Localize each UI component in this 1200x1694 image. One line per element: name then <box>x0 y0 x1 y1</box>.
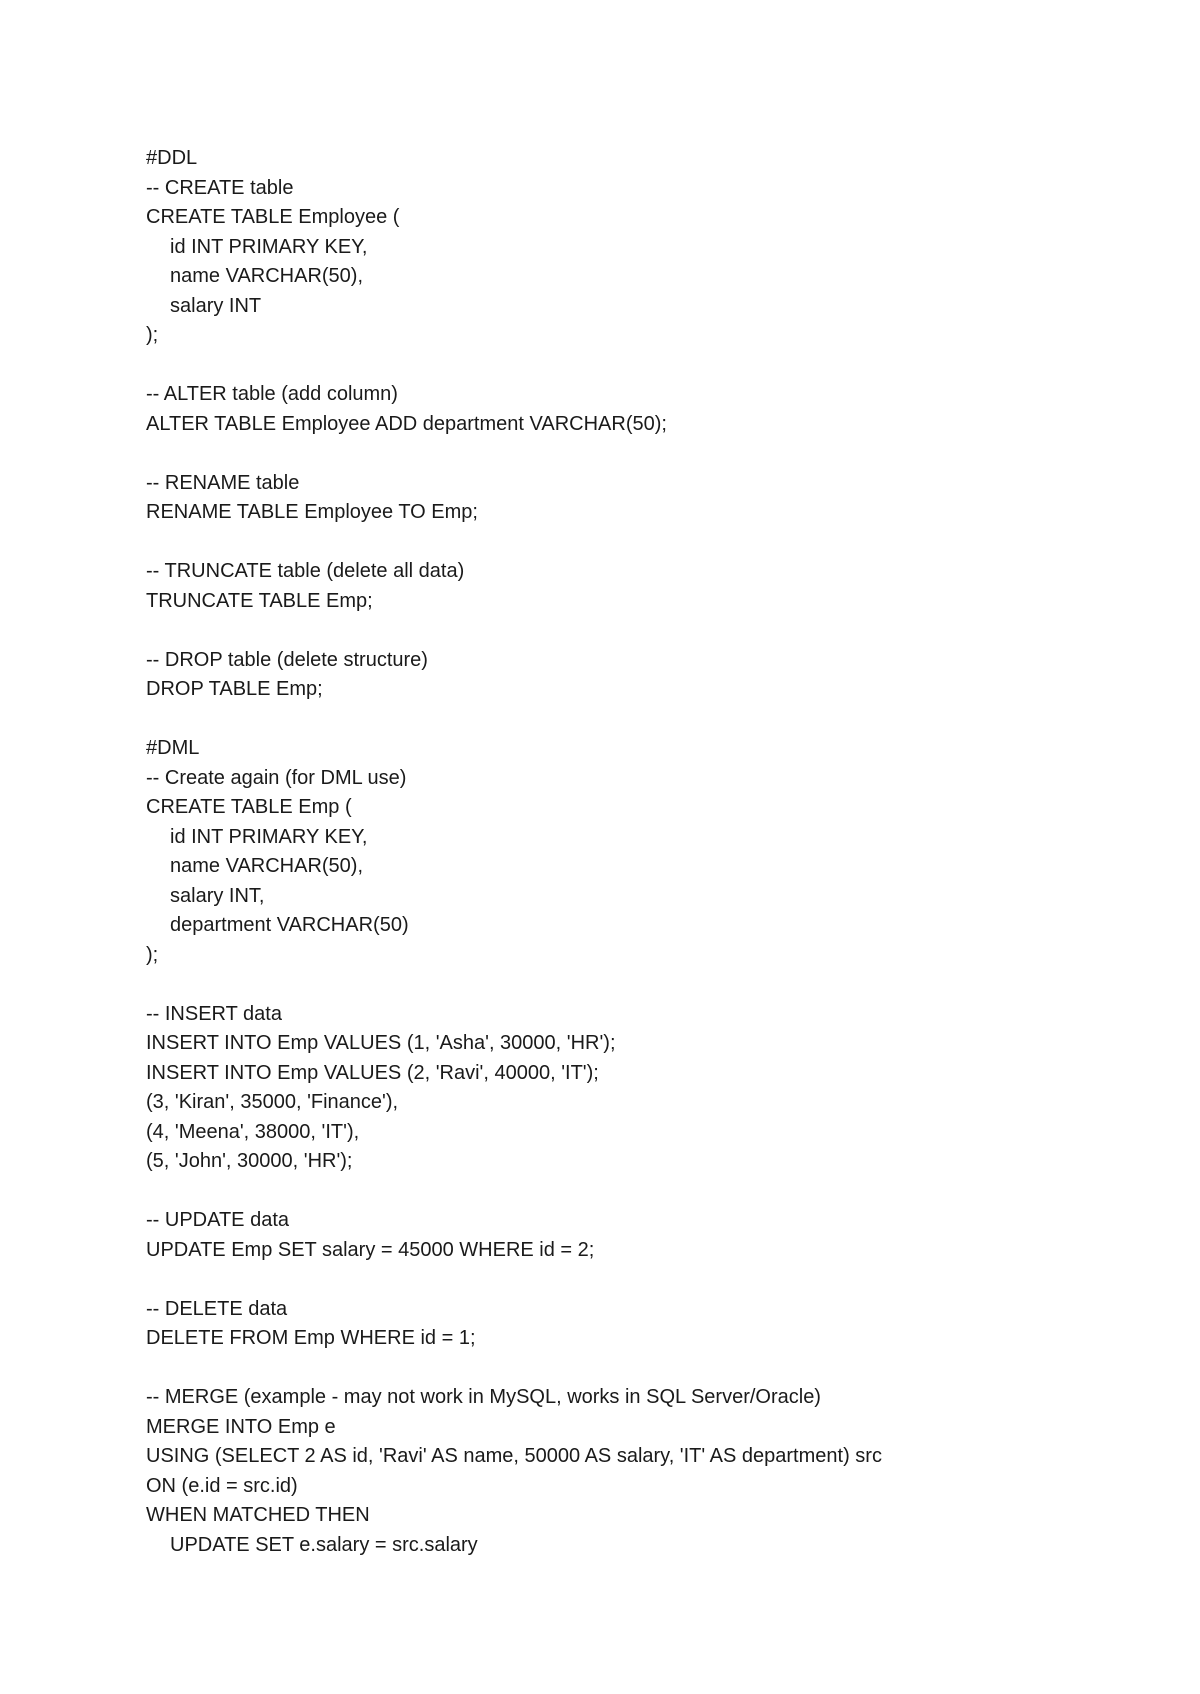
text-line: -- CREATE table <box>146 176 294 199</box>
text-line: id INT PRIMARY KEY, <box>170 235 368 258</box>
text-line: -- Create again (for DML use) <box>146 766 407 789</box>
text-line: (3, 'Kiran', 35000, 'Finance'), <box>146 1091 399 1113</box>
text-line: (5, 'John', 30000, 'HR'); <box>146 1150 353 1172</box>
text-line: UPDATE SET e.salary = src.salary <box>170 1533 478 1556</box>
text-line: RENAME TABLE Employee TO Emp; <box>146 501 478 523</box>
text-line: ON (e.id = src.id) <box>146 1474 298 1497</box>
text-line: salary INT <box>170 294 262 317</box>
text-line: department VARCHAR(50) <box>170 914 409 936</box>
text-line: -- RENAME table <box>146 471 300 494</box>
sql-code-text <box>146 144 1146 1560</box>
text-line: -- MERGE (example - may not work in MySQL, works in SQL Server/Oracle) <box>146 1386 821 1408</box>
text-line: salary INT, <box>170 884 265 907</box>
text-line: USING (SELECT 2 AS id, 'Ravi' AS name, 50000 AS salary, 'IT' AS department) src <box>146 1445 882 1467</box>
text-line: INSERT INTO Emp VALUES (1, 'Asha', 30000, 'HR'); <box>146 1032 616 1054</box>
text-line: -- DROP table (delete structure) <box>146 648 428 671</box>
blank-line <box>146 705 1146 735</box>
text-line: WHEN MATCHED THEN <box>146 1504 370 1526</box>
text-line: CREATE TABLE Employee ( <box>146 206 400 228</box>
blank-line <box>146 1177 1146 1207</box>
text-line: -- INSERT data <box>146 1002 282 1025</box>
text-line: (4, 'Meena', 38000, 'IT'), <box>146 1120 360 1143</box>
blank-line <box>146 1265 1146 1295</box>
blank-line <box>146 351 1146 381</box>
text-line: ); <box>146 943 159 966</box>
text-line: -- ALTER table (add column) <box>146 383 398 405</box>
text-line: -- TRUNCATE table (delete all data) <box>146 560 465 582</box>
text-line: id INT PRIMARY KEY, <box>170 825 368 848</box>
text-line: DELETE FROM Emp WHERE id = 1; <box>146 1327 476 1349</box>
text-line: DROP TABLE Emp; <box>146 678 323 700</box>
blank-line <box>146 528 1146 558</box>
text-line: -- DELETE data <box>146 1297 288 1320</box>
text-line: UPDATE Emp SET salary = 45000 WHERE id = 2; <box>146 1238 595 1261</box>
blank-line <box>146 1354 1146 1384</box>
text-line: MERGE INTO Emp e <box>146 1415 336 1438</box>
text-line: name VARCHAR(50), <box>170 855 364 877</box>
blank-line <box>146 970 1146 1000</box>
text-line: CREATE TABLE Emp ( <box>146 796 352 818</box>
text-line: #DML <box>146 737 200 759</box>
text-line: INSERT INTO Emp VALUES (2, 'Ravi', 40000, 'IT'); <box>146 1061 599 1084</box>
text-line: TRUNCATE TABLE Emp; <box>146 589 373 612</box>
text-line: -- UPDATE data <box>146 1209 289 1231</box>
text-line: name VARCHAR(50), <box>170 265 364 287</box>
text-line: #DDL <box>146 147 198 169</box>
text-line: ALTER TABLE Employee ADD department VARCHAR(50); <box>146 412 667 435</box>
blank-line <box>146 439 1146 469</box>
blank-line <box>146 616 1146 646</box>
text-line: ); <box>146 324 159 346</box>
